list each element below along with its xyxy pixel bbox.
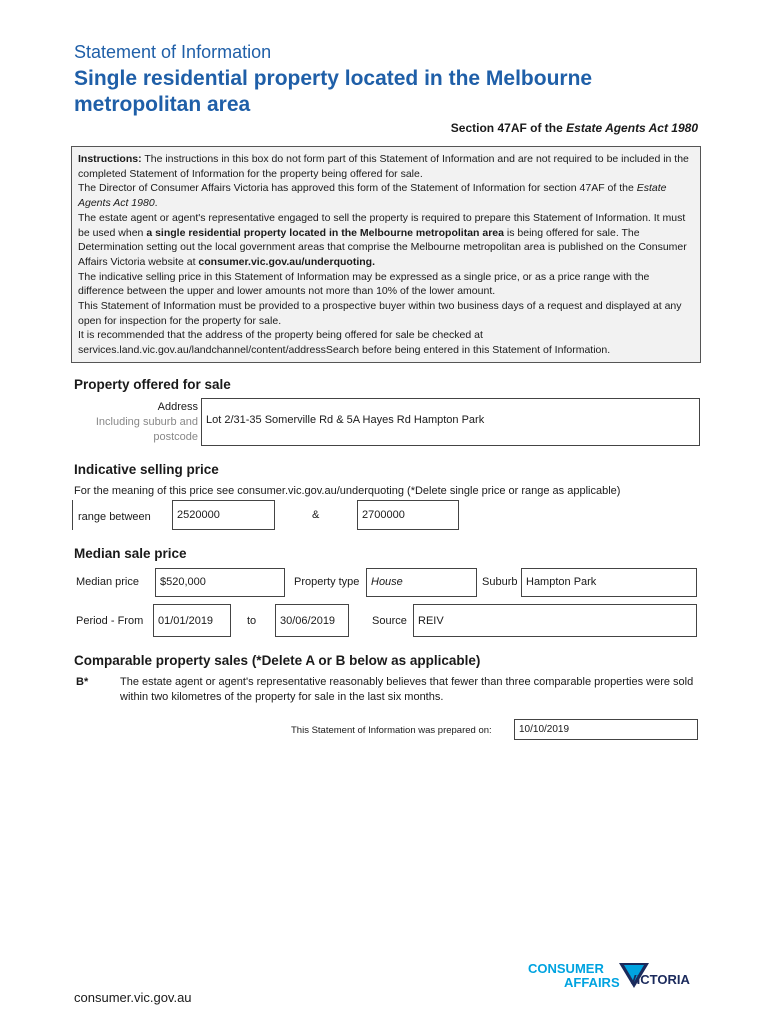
instructions-p3-b: is being offered for sale. The Determination setting out the local government areas that comprise the Melbourne metropolitan area is published on the Consumer Affairs Victoria website at: [78, 226, 687, 268]
instructions-p2-end: .: [154, 197, 158, 210]
median-heading: Median sale price: [74, 546, 187, 561]
median-price-field[interactable]: $520,000: [155, 568, 285, 597]
suburb-field[interactable]: Hampton Park: [521, 568, 697, 597]
source-label: Source: [372, 615, 407, 627]
instructions-p2-act: Estate Agents Act 1980: [78, 182, 667, 210]
instructions-p3: [78, 211, 694, 270]
consumer-affairs-victoria-logo: [528, 960, 700, 990]
period-from-label: Period - From: [76, 615, 144, 627]
prepared-on-label: This Statement of Information was prepared on:: [291, 725, 492, 736]
section-prefix: Section 47AF of the: [450, 121, 567, 135]
logo-line1: CONSUMER: [528, 961, 604, 976]
section-reference: [451, 121, 698, 135]
document-title: Single residential property located in the Melbourne metropolitan area: [74, 67, 593, 116]
address-label-main: Address: [157, 401, 198, 413]
instructions-box: [71, 146, 701, 363]
suburb-label: Suburb: [482, 576, 518, 588]
period-to-field[interactable]: 30/06/2019: [275, 604, 349, 637]
period-from-field[interactable]: 01/01/2019: [153, 604, 231, 637]
instructions-p2: [78, 181, 694, 210]
logo-line2: AFFAIRS: [564, 975, 620, 990]
instructions-p2-text: The Director of Consumer Affairs Victoria has approved this form of the Statement of Information for section 47AF of the: [78, 182, 637, 195]
period-to-label: to: [247, 615, 257, 627]
footer-url[interactable]: consumer.vic.gov.au: [74, 990, 192, 1005]
property-type-label: Property type: [294, 576, 360, 588]
instructions-p4: The indicative selling price in this Statement of Information may be expressed as a single price, or as a price range with the difference between the upper and lower amounts not more than 10% of the lower amount.: [78, 270, 650, 298]
instructions-label: Instructions:: [78, 153, 142, 165]
instructions-p3-a: The estate agent or agent's representative engaged to sell the property is required to prepare this Statement of Information. It must be used when: [78, 211, 686, 239]
comparable-heading: Comparable property sales (*Delete A or B below as applicable): [74, 653, 481, 668]
price-low-field[interactable]: 2520000: [172, 500, 275, 530]
range-left-border: [72, 500, 73, 530]
section-act: Estate Agents Act 1980: [566, 121, 698, 135]
instructions-p3-bold: a single residential property located in the Melbourne metropolitan area: [146, 226, 504, 239]
source-field[interactable]: REIV: [413, 604, 697, 637]
logo-line3: VICTORIA: [628, 972, 690, 987]
price-high-field[interactable]: 2700000: [357, 500, 459, 530]
range-ampersand: &: [312, 509, 320, 521]
range-label: range between: [78, 511, 151, 523]
address-label: [80, 400, 198, 445]
instructions-p1: [78, 152, 694, 181]
property-heading: Property offered for sale: [74, 377, 231, 392]
address-field[interactable]: Lot 2/31-35 Somerville Rd & 5A Hayes Rd Hampton Park: [201, 398, 700, 446]
prepared-on-field[interactable]: 10/10/2019: [514, 719, 698, 740]
option-b-marker: B*: [76, 676, 89, 688]
instructions-p6: It is recommended that the address of the property being offered for sale be checked at services.land.vic.gov.au/landchannel/content/addressSearch before being entered in this Statement of Information.: [78, 329, 611, 357]
price-note: For the meaning of this price see consumer.vic.gov.au/underquoting (*Delete single price or range as applicable): [74, 485, 621, 497]
option-b-text: The estate agent or agent's representative reasonably believes that fewer than three comparable properties were sold within two kilometres of the property for sale in the last six months.: [120, 676, 694, 703]
address-label-sub1: Including suburb and: [95, 416, 198, 428]
instructions-p5: This Statement of Information must be provided to a prospective buyer within two business days of a request and displayed at any open for inspection for the property for sale.: [78, 300, 682, 327]
price-heading: Indicative selling price: [74, 462, 219, 477]
median-price-label: Median price: [76, 576, 139, 588]
property-type-field[interactable]: House: [366, 568, 477, 597]
instructions-link[interactable]: consumer.vic.gov.au/underquoting.: [198, 255, 375, 268]
address-label-sub2: postcode: [153, 431, 198, 443]
instructions-p1-text: The instructions in this box do not form part of this Statement of Information and are not required to be included in the completed Statement of Information for the property being offered for sale.: [78, 153, 689, 180]
document-subtitle: Statement of Information: [74, 42, 272, 62]
